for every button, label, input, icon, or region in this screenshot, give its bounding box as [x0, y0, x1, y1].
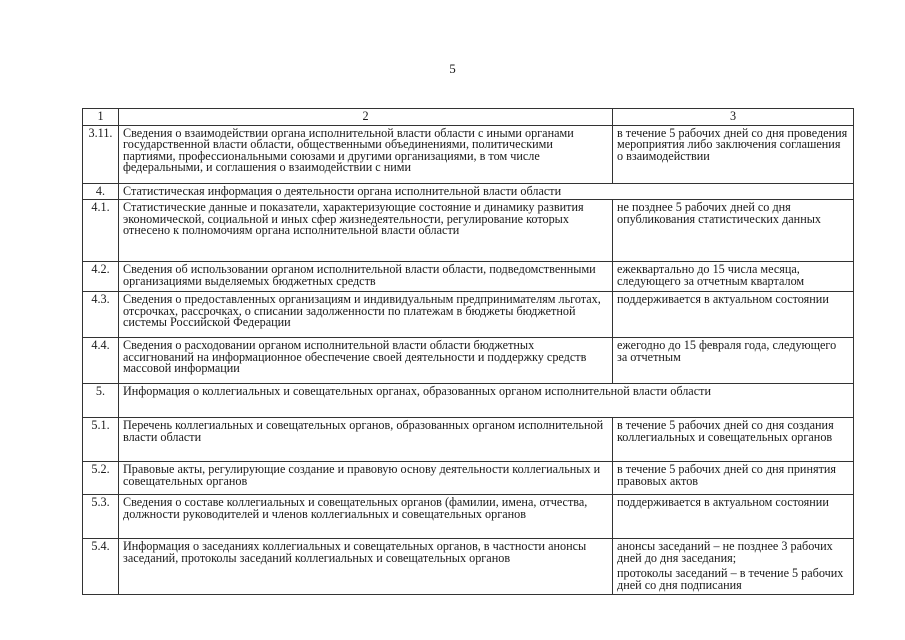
row-description: Правовые акты, регулирующие создание и правовую основу деятельности коллегиальных и совещательных органов [119, 462, 613, 495]
table-row [83, 200, 854, 262]
page-number: 5 [449, 61, 456, 76]
table-row [83, 292, 854, 338]
row-description: Статистические данные и показатели, характеризующие состояние и динамику развития экономической, социальной и иных сфер жизнедеятельности, регулирование которых отнесено к полномочиям органа исполнительной власти области [119, 200, 613, 262]
section-number: 5. [83, 384, 119, 418]
table-row [83, 462, 854, 495]
row-deadline: в течение 5 рабочих дней со дня создания коллегиальных и совещательных органов [613, 418, 854, 462]
section-title: Статистическая информация о деятельности органа исполнительной власти области [119, 183, 854, 200]
row-description: Перечень коллегиальных и совещательных органов, образованных органом исполнительной власти области [119, 418, 613, 462]
row-deadline: поддерживается в актуальном состоянии [613, 495, 854, 539]
row-deadline: ежеквартально до 15 числа месяца, следующего за отчетным кварталом [613, 262, 854, 292]
row-deadline: в течение 5 рабочих дней со дня проведения мероприятия либо заключения соглашения о взаимодействии [613, 125, 854, 183]
row-description: Сведения о расходовании органом исполнительной власти области бюджетных ассигнований на информационное обеспечение своей деятельности и поддержку средств массовой информации [119, 338, 613, 384]
table-row [83, 125, 854, 183]
table-row [83, 338, 854, 384]
table-header-row [83, 109, 854, 126]
row-description: Сведения о предоставленных организациям и индивидуальным предпринимателям льготах, отсрочках, рассрочках, о списании задолженности по платежам в бюджеты бюджетной системы Российской Федерации [119, 292, 613, 338]
row-description: Сведения о составе коллегиальных и совещательных органов (фамилии, имена, отчества, должности руководителей и членов коллегиальных и совещательных органов [119, 495, 613, 539]
row-number: 5.4. [83, 539, 119, 595]
section-row [83, 384, 854, 418]
table-row [83, 262, 854, 292]
column-header-2: 2 [119, 109, 613, 126]
row-number: 4.2. [83, 262, 119, 292]
row-description: Сведения о взаимодействии органа исполнительной власти области с иными органами государственной власти области, общественными объединениями, политическими партиями, профессиональными союзами и другими организациями, в том числе федеральными, и соглашения о взаимодействии с ними [119, 125, 613, 183]
table-row [83, 418, 854, 462]
row-number: 5.1. [83, 418, 119, 462]
row-number: 4.4. [83, 338, 119, 384]
deadline-protocols: протоколы заседаний – в течение 5 рабочих дней со дня подписания [617, 566, 844, 592]
table-row [83, 495, 854, 539]
column-header-3: 3 [613, 109, 854, 126]
deadline-announcements: анонсы заседаний – не позднее 3 рабочих дней до дня заседания; [617, 539, 833, 565]
row-deadline: ежегодно до 15 февраля года, следующего за отчетным [613, 338, 854, 384]
row-description: Сведения об использовании органом исполнительной власти области, подведомственными организациями выделяемых бюджетных средств [119, 262, 613, 292]
row-deadline [613, 539, 854, 595]
section-number: 4. [83, 183, 119, 200]
document-table [82, 108, 854, 595]
row-number: 3.11. [83, 125, 119, 183]
table-row [83, 539, 854, 595]
row-deadline: поддерживается в актуальном состоянии [613, 292, 854, 338]
row-number: 5.2. [83, 462, 119, 495]
row-number: 4.1. [83, 200, 119, 262]
row-number: 5.3. [83, 495, 119, 539]
column-header-1: 1 [83, 109, 119, 126]
section-row [83, 183, 854, 200]
row-number: 4.3. [83, 292, 119, 338]
row-deadline: в течение 5 рабочих дней со дня принятия правовых актов [613, 462, 854, 495]
row-deadline: не позднее 5 рабочих дней со дня опубликования статистических данных [613, 200, 854, 262]
section-title: Информация о коллегиальных и совещательных органах, образованных органом исполнительной власти области [119, 384, 854, 418]
row-description: Информация о заседаниях коллегиальных и совещательных органов, в частности анонсы заседаний, протоколы заседаний коллегиальных и совещательных органов [119, 539, 613, 595]
